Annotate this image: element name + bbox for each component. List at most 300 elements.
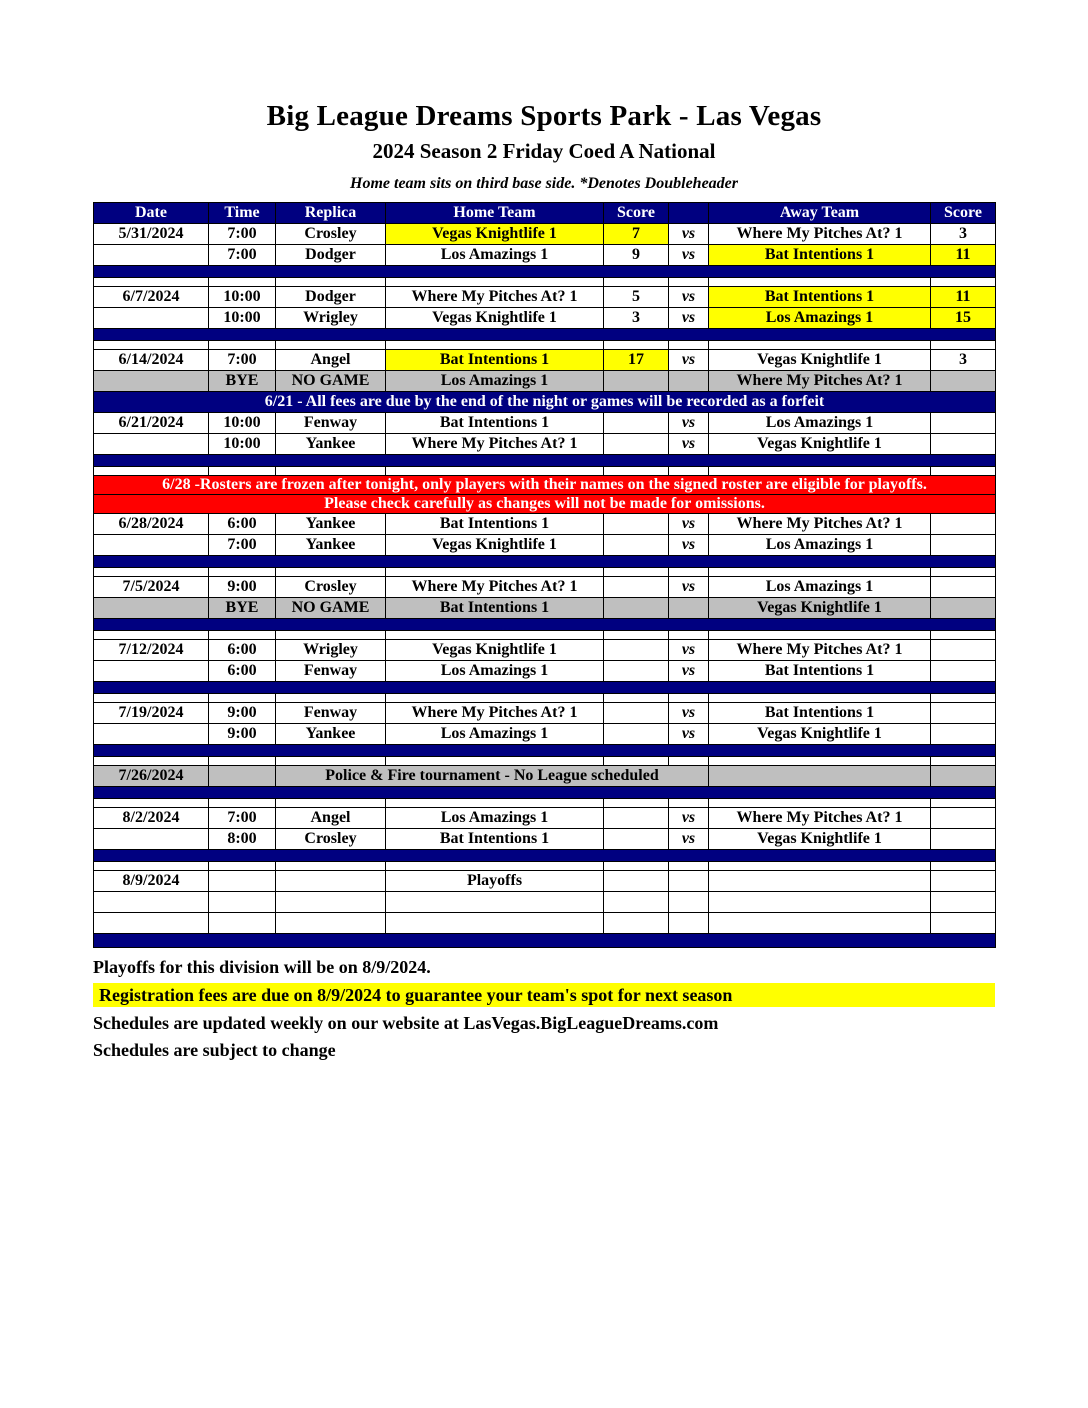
header-vs-spacer (669, 203, 709, 224)
cell-replica: Fenway (276, 413, 386, 434)
cell-empty (386, 799, 604, 808)
cell-time: 10:00 (209, 434, 276, 455)
separator-bar (94, 787, 996, 799)
cell-empty (94, 278, 209, 287)
cell-empty (94, 694, 209, 703)
row-game (94, 703, 996, 724)
cell-away-score (931, 598, 996, 619)
cell-empty (386, 341, 604, 350)
row-separator (94, 850, 996, 862)
cell-time: 7:00 (209, 245, 276, 266)
cell-empty (669, 913, 709, 934)
cell-away-score (931, 514, 996, 535)
cell-away-score (931, 871, 996, 892)
cell-empty (94, 892, 209, 913)
cell-away-score: 11 (931, 287, 996, 308)
cell-home-team: Vegas Knightlife 1 (386, 308, 604, 329)
vs-label: vs (669, 434, 709, 455)
cell-date: 5/31/2024 (94, 224, 209, 245)
cell-empty (709, 631, 931, 640)
cell-empty (669, 467, 709, 476)
cell-empty (209, 467, 276, 476)
cell-home-score: 9 (604, 245, 669, 266)
cell-away-score: 15 (931, 308, 996, 329)
cell-home-score (604, 535, 669, 556)
row-game (94, 661, 996, 682)
vs-label: vs (669, 829, 709, 850)
cell-replica: Yankee (276, 724, 386, 745)
cell-away-team: Vegas Knightlife 1 (709, 829, 931, 850)
cell-home-score (604, 829, 669, 850)
row-gap (94, 631, 996, 640)
cell-empty (931, 341, 996, 350)
page-title: Big League Dreams Sports Park - Las Vegas (266, 100, 822, 132)
cell-away-score (931, 577, 996, 598)
cell-date: 7/19/2024 (94, 703, 209, 724)
row-gap (94, 757, 996, 766)
vs-label: vs (669, 245, 709, 266)
footer-playoffs-note: Playoffs for this division will be on 8/9/2024. (93, 957, 431, 977)
cell-empty (669, 694, 709, 703)
page-subtitle: 2024 Season 2 Friday Coed A National (372, 139, 716, 163)
row-separator (94, 266, 996, 278)
cell-empty (604, 892, 669, 913)
cell-replica: Dodger (276, 287, 386, 308)
page (93, 0, 995, 1061)
cell-empty (931, 757, 996, 766)
cell-empty (209, 278, 276, 287)
row-gap (94, 341, 996, 350)
cell-empty (931, 913, 996, 934)
row-game (94, 829, 996, 850)
cell-date: 6/14/2024 (94, 350, 209, 371)
cell-empty (604, 862, 669, 871)
cell-empty (709, 278, 931, 287)
vs-label: vs (669, 640, 709, 661)
cell-time: 6:00 (209, 661, 276, 682)
cell-away-score: 3 (931, 350, 996, 371)
cell-home-score (604, 724, 669, 745)
vs-spacer (669, 598, 709, 619)
cell-empty (669, 757, 709, 766)
cell-empty (604, 278, 669, 287)
cell-replica: Fenway (276, 661, 386, 682)
cell-empty (209, 694, 276, 703)
row-separator_final (94, 934, 996, 948)
cell-empty (386, 568, 604, 577)
cell-date (94, 598, 209, 619)
cell-away-team: Vegas Knightlife 1 (709, 724, 931, 745)
cell-home-score (604, 871, 669, 892)
cell-empty (604, 568, 669, 577)
separator-bar (94, 682, 996, 694)
cell-date (94, 371, 209, 392)
cell-empty (386, 757, 604, 766)
cell-empty (669, 862, 709, 871)
cell-away-team: Vegas Knightlife 1 (709, 598, 931, 619)
cell-home-team: Where My Pitches At? 1 (386, 703, 604, 724)
roster-freeze-banner: 6/28 -Rosters are frozen after tonight, only players with their names on the signed roster are eligible for playoffs. (94, 476, 996, 495)
separator-bar (94, 745, 996, 757)
cell-home-team: Bat Intentions 1 (386, 829, 604, 850)
cell-time: 9:00 (209, 577, 276, 598)
cell-empty (931, 892, 996, 913)
cell-empty (276, 694, 386, 703)
row-gap (94, 799, 996, 808)
cell-time: 6:00 (209, 514, 276, 535)
cell-empty (209, 631, 276, 640)
row-game (94, 535, 996, 556)
footer-subject-to-change-note: Schedules are subject to change (93, 1040, 336, 1060)
cell-empty (604, 631, 669, 640)
cell-away-score: 11 (931, 245, 996, 266)
cell-empty (209, 568, 276, 577)
cell-away-team: Where My Pitches At? 1 (709, 808, 931, 829)
cell-empty (386, 862, 604, 871)
cell-away-score (931, 703, 996, 724)
cell-home-team: Los Amazings 1 (386, 371, 604, 392)
cell-time: 9:00 (209, 703, 276, 724)
separator-bar (94, 556, 996, 568)
cell-empty (94, 913, 209, 934)
cell-empty (386, 467, 604, 476)
row-separator (94, 619, 996, 631)
cell-empty (386, 892, 604, 913)
header-time: Time (209, 203, 276, 224)
cell-date (94, 308, 209, 329)
cell-home-score (604, 434, 669, 455)
cell-home-score (604, 640, 669, 661)
row-empty (94, 913, 996, 934)
row-gap (94, 467, 996, 476)
cell-home-team: Bat Intentions 1 (386, 514, 604, 535)
cell-home-score (604, 661, 669, 682)
cell-replica: Yankee (276, 535, 386, 556)
cell-home-team: Vegas Knightlife 1 (386, 640, 604, 661)
row-empty (94, 892, 996, 913)
cell-time: 10:00 (209, 308, 276, 329)
cell-time: 9:00 (209, 724, 276, 745)
cell-home-score: 17 (604, 350, 669, 371)
cell-replica: Crosley (276, 829, 386, 850)
cell-empty (209, 913, 276, 934)
cell-replica: Wrigley (276, 640, 386, 661)
vs-label: vs (669, 287, 709, 308)
cell-date (94, 535, 209, 556)
vs-label: vs (669, 413, 709, 434)
row-game (94, 724, 996, 745)
cell-empty (931, 799, 996, 808)
cell-empty (669, 341, 709, 350)
cell-time: 10:00 (209, 287, 276, 308)
row-gap (94, 278, 996, 287)
row-game (94, 640, 996, 661)
separator-bar (94, 266, 996, 278)
cell-away-score (931, 829, 996, 850)
cell-empty (709, 467, 931, 476)
cell-date (94, 661, 209, 682)
cell-home-score: 5 (604, 287, 669, 308)
cell-home-score: 7 (604, 224, 669, 245)
cell-home-score (604, 577, 669, 598)
cell-home-team: Los Amazings 1 (386, 245, 604, 266)
vs-label: vs (669, 808, 709, 829)
cell-time: 7:00 (209, 350, 276, 371)
cell-empty (931, 862, 996, 871)
cell-away-score (931, 535, 996, 556)
row-gap (94, 568, 996, 577)
row-separator (94, 682, 996, 694)
cell-home-score (604, 413, 669, 434)
cell-empty (276, 341, 386, 350)
cell-empty (94, 631, 209, 640)
row-gap (94, 694, 996, 703)
schedule-table-body (94, 224, 996, 948)
home-team-note: Home team sits on third base side. *Denotes Doubleheader (350, 175, 738, 192)
cell-time: 6:00 (209, 640, 276, 661)
cell-time (209, 766, 276, 787)
cell-empty (386, 694, 604, 703)
cell-away-team: Where My Pitches At? 1 (709, 640, 931, 661)
cell-replica: Wrigley (276, 308, 386, 329)
row-game (94, 434, 996, 455)
cell-date (94, 724, 209, 745)
cell-home-team: Los Amazings 1 (386, 808, 604, 829)
cell-away-score (931, 434, 996, 455)
cell-empty (276, 862, 386, 871)
separator-bar (94, 934, 996, 948)
cell-away-team: Bat Intentions 1 (709, 245, 931, 266)
tournament-note: Police & Fire tournament - No League scheduled (276, 766, 709, 787)
cell-home-score: 3 (604, 308, 669, 329)
cell-away-team: Where My Pitches At? 1 (709, 371, 931, 392)
cell-empty (604, 757, 669, 766)
cell-empty (94, 757, 209, 766)
cell-replica: Yankee (276, 434, 386, 455)
cell-home-score (604, 808, 669, 829)
cell-replica: Angel (276, 808, 386, 829)
cell-empty (94, 467, 209, 476)
header-replica: Replica (276, 203, 386, 224)
vs-spacer (669, 371, 709, 392)
row-game (94, 577, 996, 598)
cell-time: 10:00 (209, 413, 276, 434)
cell-home-team: Where My Pitches At? 1 (386, 577, 604, 598)
cell-empty (276, 892, 386, 913)
cell-home-score (604, 371, 669, 392)
row-bye (94, 371, 996, 392)
cell-home-score (604, 598, 669, 619)
footer (93, 956, 995, 1061)
cell-replica: NO GAME (276, 371, 386, 392)
cell-empty (209, 892, 276, 913)
cell-empty (209, 862, 276, 871)
cell-empty (94, 862, 209, 871)
cell-empty (669, 799, 709, 808)
row-tournament (94, 766, 996, 787)
cell-home-score (604, 703, 669, 724)
row-alert (94, 476, 996, 495)
cell-date (94, 245, 209, 266)
vs-label: vs (669, 577, 709, 598)
cell-empty (276, 631, 386, 640)
separator-bar (94, 619, 996, 631)
cell-empty (931, 694, 996, 703)
cell-away-team: Bat Intentions 1 (709, 287, 931, 308)
cell-home-team: Los Amazings 1 (386, 724, 604, 745)
cell-away-score (931, 724, 996, 745)
cell-away-team (709, 871, 931, 892)
cell-replica: Crosley (276, 577, 386, 598)
row-game (94, 308, 996, 329)
cell-away-team: Bat Intentions 1 (709, 661, 931, 682)
cell-away-score (931, 766, 996, 787)
cell-replica: Crosley (276, 224, 386, 245)
cell-replica: Dodger (276, 245, 386, 266)
cell-empty (604, 694, 669, 703)
cell-time: 7:00 (209, 808, 276, 829)
cell-replica: Angel (276, 350, 386, 371)
vs-label: vs (669, 224, 709, 245)
cell-away-team: Los Amazings 1 (709, 308, 931, 329)
cell-empty (709, 694, 931, 703)
separator-bar (94, 329, 996, 341)
row-game (94, 514, 996, 535)
cell-time: BYE (209, 598, 276, 619)
cell-empty (276, 799, 386, 808)
cell-empty (709, 568, 931, 577)
vs-label: vs (669, 535, 709, 556)
cell-empty (209, 757, 276, 766)
row-bye (94, 598, 996, 619)
cell-empty (604, 799, 669, 808)
cell-away-score: 3 (931, 224, 996, 245)
cell-empty (709, 757, 931, 766)
row-playoffs (94, 871, 996, 892)
cell-date: 6/7/2024 (94, 287, 209, 308)
cell-away-team (709, 766, 931, 787)
cell-empty (94, 799, 209, 808)
cell-empty (209, 341, 276, 350)
separator-bar (94, 850, 996, 862)
cell-empty (604, 913, 669, 934)
cell-empty (931, 631, 996, 640)
cell-time: BYE (209, 371, 276, 392)
cell-away-team: Vegas Knightlife 1 (709, 350, 931, 371)
row-separator (94, 787, 996, 799)
cell-home-team: Los Amazings 1 (386, 661, 604, 682)
fees-notice-banner: 6/21 - All fees are due by the end of the night or games will be recorded as a forfeit (94, 392, 996, 413)
cell-empty (94, 341, 209, 350)
vs-label: vs (669, 308, 709, 329)
header-away-team: Away Team (709, 203, 931, 224)
row-alert (94, 495, 996, 514)
cell-away-team: Vegas Knightlife 1 (709, 434, 931, 455)
cell-empty (709, 799, 931, 808)
cell-away-score (931, 808, 996, 829)
cell-away-team: Bat Intentions 1 (709, 703, 931, 724)
cell-date: 6/28/2024 (94, 514, 209, 535)
cell-empty (709, 913, 931, 934)
cell-home-team: Where My Pitches At? 1 (386, 434, 604, 455)
roster-freeze-banner: Please check carefully as changes will not be made for omissions. (94, 495, 996, 514)
cell-empty (669, 631, 709, 640)
cell-home-team: Bat Intentions 1 (386, 350, 604, 371)
cell-home-team: Where My Pitches At? 1 (386, 287, 604, 308)
row-notice (94, 392, 996, 413)
schedule-table (93, 202, 996, 948)
cell-date (94, 434, 209, 455)
table-header-row (94, 203, 996, 224)
cell-away-score (931, 413, 996, 434)
cell-away-score (931, 640, 996, 661)
cell-empty (386, 913, 604, 934)
cell-time: 7:00 (209, 535, 276, 556)
cell-empty (386, 278, 604, 287)
cell-empty (276, 568, 386, 577)
cell-empty (931, 278, 996, 287)
cell-empty (386, 631, 604, 640)
row-game (94, 245, 996, 266)
cell-date (94, 829, 209, 850)
cell-away-score (931, 371, 996, 392)
cell-time (209, 871, 276, 892)
footer-registration-note: Registration fees are due on 8/9/2024 to guarantee your team's spot for next season (93, 983, 995, 1007)
row-game (94, 350, 996, 371)
cell-empty (709, 862, 931, 871)
cell-empty (709, 892, 931, 913)
vs-spacer (669, 871, 709, 892)
cell-empty (209, 799, 276, 808)
separator-bar (94, 455, 996, 467)
header-home-team: Home Team (386, 203, 604, 224)
cell-time: 8:00 (209, 829, 276, 850)
cell-empty (276, 278, 386, 287)
vs-label: vs (669, 724, 709, 745)
row-game (94, 224, 996, 245)
cell-home-team: Bat Intentions 1 (386, 598, 604, 619)
cell-date: 7/5/2024 (94, 577, 209, 598)
row-game (94, 413, 996, 434)
header-away-score: Score (931, 203, 996, 224)
header-date: Date (94, 203, 209, 224)
cell-date: 6/21/2024 (94, 413, 209, 434)
vs-label: vs (669, 703, 709, 724)
row-game (94, 287, 996, 308)
cell-replica (276, 871, 386, 892)
cell-home-team: Vegas Knightlife 1 (386, 224, 604, 245)
cell-empty (604, 467, 669, 476)
cell-away-team: Los Amazings 1 (709, 413, 931, 434)
cell-empty (709, 341, 931, 350)
cell-replica: Yankee (276, 514, 386, 535)
cell-empty (276, 913, 386, 934)
cell-away-score (931, 661, 996, 682)
cell-replica: NO GAME (276, 598, 386, 619)
cell-empty (669, 278, 709, 287)
vs-label: vs (669, 661, 709, 682)
cell-empty (931, 568, 996, 577)
row-gap (94, 862, 996, 871)
cell-time: 7:00 (209, 224, 276, 245)
cell-home-team: Vegas Knightlife 1 (386, 535, 604, 556)
cell-empty (669, 892, 709, 913)
row-separator (94, 556, 996, 568)
cell-date: 8/2/2024 (94, 808, 209, 829)
header-home-score: Score (604, 203, 669, 224)
row-separator (94, 455, 996, 467)
vs-label: vs (669, 514, 709, 535)
